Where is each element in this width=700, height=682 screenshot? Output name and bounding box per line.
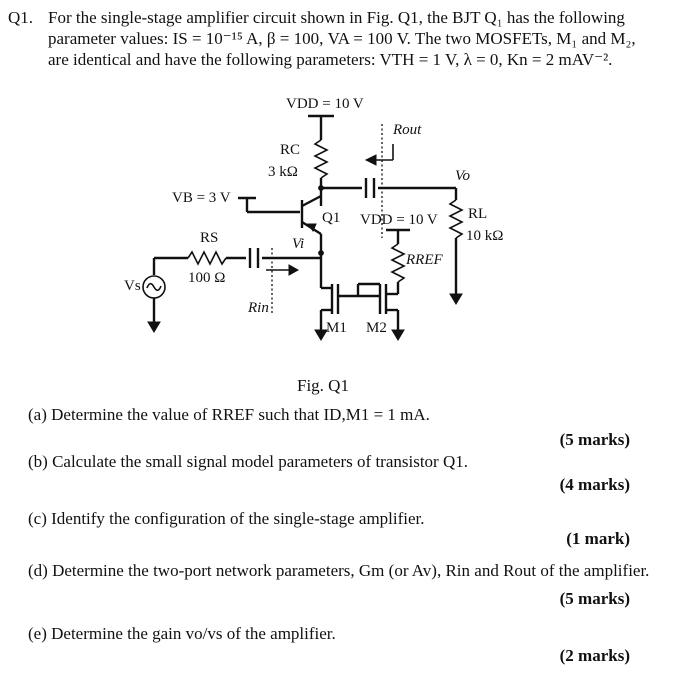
vo-label: Vo xyxy=(455,168,470,184)
part-d-marks: (5 marks) xyxy=(559,589,630,608)
m2-ground-icon xyxy=(392,330,404,340)
part-a-text: (a) Determine the value of RREF such that ID,M1 = 1 mA. xyxy=(28,405,430,424)
vdd-mid-label: VDD = 10 V xyxy=(360,212,438,228)
rs-value: 100 Ω xyxy=(188,270,226,286)
rref-resistor xyxy=(392,244,404,282)
part-a-marks: (5 marks) xyxy=(559,430,630,449)
rref-label: RREF xyxy=(406,252,443,268)
m1-label: M1 xyxy=(326,320,347,336)
circuit-diagram xyxy=(110,88,510,358)
vs-label: Vs xyxy=(124,278,141,294)
collector-node-dot xyxy=(319,186,324,191)
part-d-text: (d) Determine the two-port network parameters, Gm (or Av), Rin and Rout of the amplifier. xyxy=(28,561,650,580)
part-b-marks: (4 marks) xyxy=(559,475,630,494)
question-number: Q1. xyxy=(8,8,34,27)
part-c-marks: (1 mark) xyxy=(566,529,630,548)
vb-label: VB = 3 V xyxy=(172,190,231,206)
part-b-text: (b) Calculate the small signal model parameters of transistor Q1. xyxy=(28,452,468,471)
rc-resistor xyxy=(315,140,327,178)
part-e-marks: (2 marks) xyxy=(559,646,630,665)
rc-value: 3 kΩ xyxy=(268,164,298,180)
rin-label: Rin xyxy=(248,300,269,316)
q1-collector-lead xyxy=(302,196,321,206)
rc-label: RC xyxy=(280,142,301,158)
rl-label: RL xyxy=(468,206,488,222)
vi-label: Vi xyxy=(292,236,305,252)
figure-caption: Fig. Q1 xyxy=(297,376,349,395)
rout-label: Rout xyxy=(393,122,422,138)
part-e-text: (e) Determine the gain vo/vs of the amplifier. xyxy=(28,624,336,643)
intro-line-2: parameter values: IS = 10⁻¹⁵ A, β = 100, VA = 100 V. The two MOSFETs, M₁ and M₂, xyxy=(48,29,636,48)
rl-resistor xyxy=(450,200,462,238)
rl-ground-icon xyxy=(450,294,462,304)
rout-arrow-head xyxy=(366,155,376,165)
intro-line-1: For the single-stage amplifier circuit shown in Fig. Q1, the BJT Q₁ has the following xyxy=(48,8,625,27)
part-c-text: (c) Identify the configuration of the single-stage amplifier. xyxy=(28,509,425,528)
m2-label: M2 xyxy=(366,320,387,336)
vdd-top-label: VDD = 10 V xyxy=(286,96,364,112)
sine-wave-icon xyxy=(147,284,161,291)
rin-arrow-head xyxy=(289,265,298,275)
rs-label: RS xyxy=(200,230,219,246)
rs-resistor xyxy=(188,252,226,264)
vs-ground-icon xyxy=(148,322,160,332)
q1-label: Q1 xyxy=(322,210,341,226)
rl-value: 10 kΩ xyxy=(466,228,504,244)
intro-line-3: are identical and have the following parameters: VTH = 1 V, λ = 0, Kn = 2 mAV⁻². xyxy=(48,50,613,69)
